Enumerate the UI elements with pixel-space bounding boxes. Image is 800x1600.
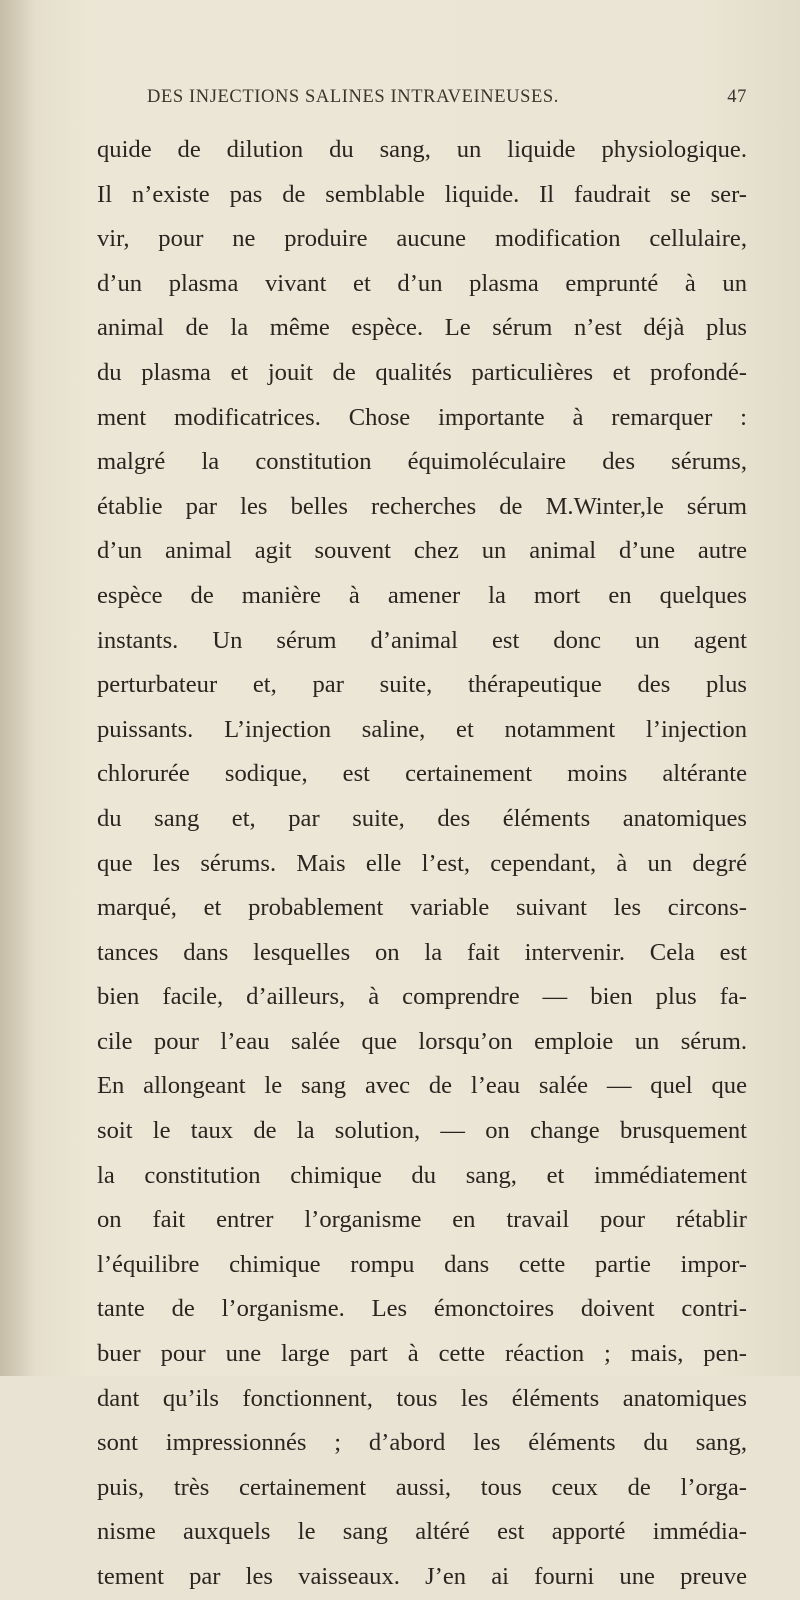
text-line: nisme auxquels le sang altéré est apporté immédia-: [97, 1518, 747, 1546]
text-line: tante de l’organisme. Les émonctoires doivent contri-: [97, 1295, 747, 1323]
text-line: d’un animal agit souvent chez un animal d’une autre: [97, 537, 747, 565]
text-line: on fait entrer l’organisme en travail pour rétablir: [97, 1206, 747, 1234]
text-line: animal de la même espèce. Le sérum n’est déjà plus: [97, 314, 747, 342]
body-text: [97, 128, 747, 1600]
text-line: buer pour une large part à cette réaction ; mais, pen-: [97, 1340, 747, 1368]
text-line: ment modificatrices. Chose importante à remarquer :: [97, 403, 747, 431]
text-line: du sang et, par suite, des éléments anatomiques: [97, 804, 747, 832]
running-header: [147, 87, 747, 113]
page-edge-shadow: [0, 0, 34, 1376]
text-line: instants. Un sérum d’animal est donc un agent: [97, 626, 747, 654]
text-line: du plasma et jouit de qualités particulières et profondé-: [97, 358, 747, 386]
text-line: chlorurée sodique, est certainement moins altérante: [97, 760, 747, 788]
text-line: espèce de manière à amener la mort en quelques: [97, 581, 747, 609]
page-number: 47: [727, 87, 747, 107]
text-line: dant qu’ils fonctionnent, tous les éléments anatomiques: [97, 1384, 747, 1412]
text-line: vir, pour ne produire aucune modification cellulaire,: [97, 225, 747, 253]
text-line: quide de dilution du sang, un liquide physiologique.: [97, 136, 747, 163]
text-line: la constitution chimique du sang, et immédiatement: [97, 1161, 747, 1189]
text-line: bien facile, d’ailleurs, à comprendre — bien plus fa-: [97, 983, 747, 1011]
text-line: perturbateur et, par suite, thérapeutique des plus: [97, 671, 747, 699]
text-line: sont impressionnés ; d’abord les éléments du sang,: [97, 1429, 747, 1457]
text-line: tances dans lesquelles on la fait intervenir. Cela est: [97, 938, 747, 966]
text-line: tement par les vaisseaux. J’en ai fourni une preuve: [97, 1563, 747, 1590]
text-line: puis, très certainement aussi, tous ceux de l’orga-: [97, 1473, 747, 1501]
text-line: établie par les belles recherches de M.Winter,le sérum: [97, 492, 747, 520]
text-line: d’un plasma vivant et d’un plasma emprunté à un: [97, 269, 747, 297]
text-line: soit le taux de la solution, — on change brusquement: [97, 1117, 747, 1145]
text-line: puissants. L’injection saline, et notamment l’injection: [97, 715, 747, 743]
text-line: malgré la constitution équimoléculaire des sérums,: [97, 448, 747, 476]
text-line: En allongeant le sang avec de l’eau salée — quel que: [97, 1072, 747, 1100]
text-line: que les sérums. Mais elle l’est, cependant, à un degré: [97, 849, 747, 877]
text-line: marqué, et probablement variable suivant les circons-: [97, 894, 747, 922]
text-line: l’équilibre chimique rompu dans cette partie impor-: [97, 1250, 747, 1278]
text-line: Il n’existe pas de semblable liquide. Il faudrait se ser-: [97, 180, 747, 208]
running-title: DES INJECTIONS SALINES INTRAVEINEUSES.: [147, 87, 559, 107]
text-line: cile pour l’eau salée que lorsqu’on emploie un sérum.: [97, 1027, 747, 1055]
